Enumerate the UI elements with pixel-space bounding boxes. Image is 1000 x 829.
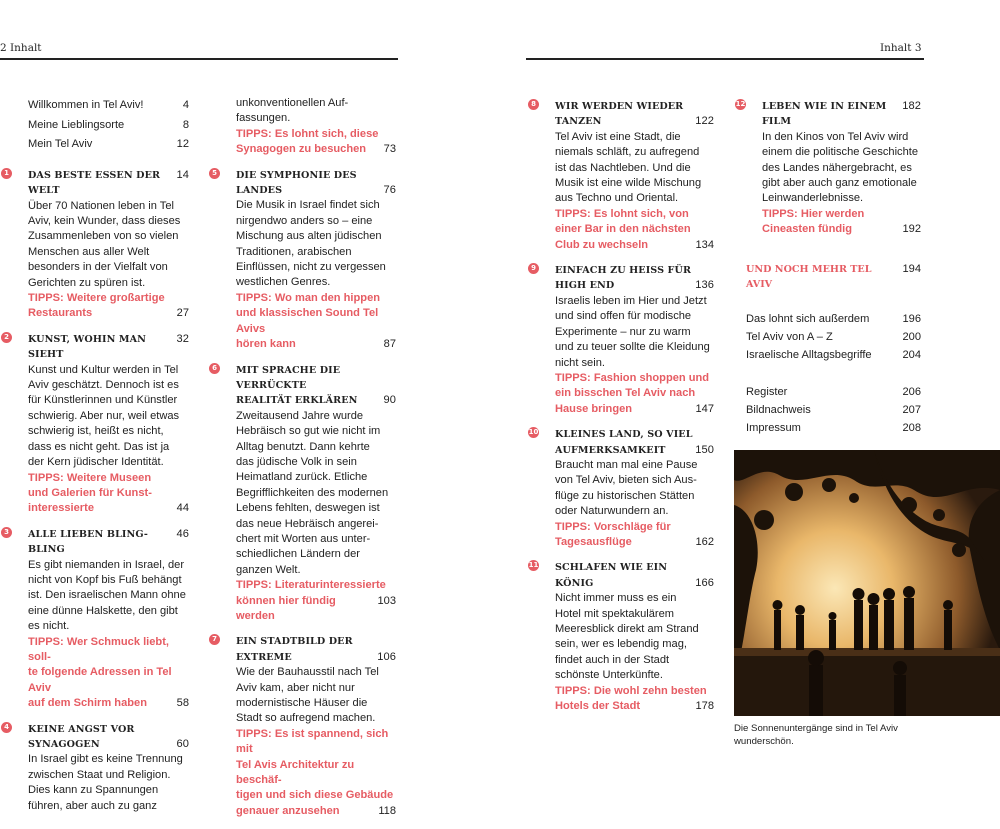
right-page-header: Inhalt 3 [880,42,922,54]
appendix-list [746,383,921,437]
chapter-page-number: 60 [176,738,189,750]
toc-row [28,501,189,516]
extra-item-label: Tel Aviv von A – Z [746,330,833,343]
chapter-description-line: Begrifflichkeiten des modernen [236,486,389,499]
chapter-title-line: DAS BESTE ESSEN DER WELT [28,169,161,197]
toc-column-3 [528,99,714,724]
tip-line: TIPPS: Es lohnt sich, von [555,207,689,220]
chapter-page-number: 182 [902,100,921,112]
left-header-rule [0,58,398,60]
chapter-description-line: Über 70 Nationen leben in Tel [28,199,174,212]
chapter-page-number: 32 [176,332,189,345]
chapter-title-line: MIT SPRACHE DIE VERRÜCKTE [236,364,341,391]
chapter-title-line: HIGH END [555,280,615,292]
chapter-title [28,332,189,363]
chapter-number-badge: 2 [1,332,12,343]
toc-row [762,99,921,130]
toc-chapter-entry [528,560,714,714]
chapter-description-line: Die Musik in Israel findet sich [236,199,380,212]
toc-chapter-entry [4,332,189,517]
toc-chapters-8-11 [528,99,714,714]
chapter-description-line: Aviv kam, aber nicht nur [236,681,355,694]
intro-item-page: 8 [182,118,189,131]
toc-row [555,402,714,417]
tip-line: ein bisschen Tel Aviv nach [555,387,696,400]
extra-item-page: 204 [902,348,921,361]
toc-row [236,393,396,408]
toc-row [746,328,921,346]
chapter-page-number: 166 [695,576,714,589]
toc-row [28,96,189,116]
intro-item-page: 4 [182,99,189,111]
tip-page-number: 134 [695,238,714,251]
tip-line: können hier fündig werden [236,594,336,622]
toc-chapters-5-7 [212,168,396,820]
chapter-page-number: 106 [377,650,396,663]
intro-item-page: 12 [176,138,189,151]
toc-row [746,401,921,419]
chapter-description-line: Aviv, kein Wunder, dass dieses [28,215,181,227]
tip-line: auf dem Schirm haben [28,697,147,710]
chapter-page-number: 122 [695,115,714,128]
tip-line: und Galerien für Kunst- [28,486,152,499]
chapter-number-badge: 7 [209,634,220,645]
chapter-number-badge: 11 [528,561,539,570]
tip-line: TIPPS: Hier werden [762,207,865,220]
chapter-description-line: besonders in der Vielfalt von [28,261,168,274]
chapter-title-line: SCHLAFEN WIE EIN [555,562,668,574]
toc-chapter-entry [4,527,189,712]
toc-chapter-entry [528,427,714,550]
toc-column-4 [735,99,921,248]
tip-line: einer Bar in den nächsten [555,223,691,236]
chapter-title-line: AUFMERKSAMKEIT [555,444,666,456]
chapter-description-line: dass es nicht geht. Das ist ja [28,440,170,453]
toc-row [236,594,396,625]
toc-row [28,527,189,558]
chapter-title-line: LEBEN WIE IN EINEM FILM [762,101,887,128]
chapter-description-line: chert mit Worten aus unter- [236,532,371,545]
toc-row [555,699,714,714]
toc-chapter-entry [4,168,189,322]
chapter-description-line: modernistische Häuser die [236,697,368,710]
chapter-description-line: sein, wer es lebendig mag, [555,638,687,651]
intro-item-label: Mein Tel Aviv [28,138,93,151]
chapter-title-line: ALLE LIEBEN BLING-BLING [28,528,148,556]
more-page: 194 [902,263,921,275]
photo-caption: Die Sonnenuntergänge sind in Tel Aviv wunderschön. [734,723,898,748]
chapter-description-line: Musik ist eine wilde Mischung [555,177,702,190]
chapter-description-line: Zweitausend Jahre wurde [236,409,364,422]
tip-line: Synagogen zu besuchen [236,143,367,156]
chapter-description-line: ist. Den israelischen Mann ohne [28,589,186,602]
tip-line: Hotels der Stadt [555,700,641,713]
tip-line: TIPPS: Wo man den hippen [236,291,381,304]
chapter-description-line: unkonventionellen Auf- [236,97,349,109]
tip-line: TIPPS: Literaturinteressierte [236,579,386,592]
toc-row [28,332,189,363]
tip-line: TIPPS: Es lohnt sich, diese [236,127,379,140]
toc-row [555,443,714,458]
tip-line: TIPPS: Vorschläge für [555,520,671,533]
chapter-description-line: Braucht man mal eine Pause [555,458,698,471]
toc-row [762,222,921,237]
extra-item-page: 196 [902,312,921,325]
tip-page-number: 103 [377,594,396,607]
chapter-description-line: ganzen Welt. [236,563,301,576]
appendix-item-page: 206 [902,385,921,398]
toc-row [28,696,189,711]
chapter-title [28,527,189,558]
chapter-description-line: für Künstlerinnen und Künstler [28,394,178,407]
chapter-description-line: des Landes nähergebracht, es [762,161,912,174]
tip-line: TIPPS: Die wohl zehn besten [555,684,707,697]
chapter-description-line: eine dünne Halskette, den gibt [28,604,178,617]
toc-row [236,142,396,157]
toc-chapter-entry [735,99,921,238]
toc-chapter-entry [4,722,189,814]
chapter-title [555,263,714,294]
chapter-description-line: ist das Nachtleben. Und die [555,161,691,174]
tip-page-number: 27 [176,307,189,320]
chapter-title [236,634,396,665]
chapter-description-line: oder Naturwundern an. [555,505,669,518]
extras-list [746,310,921,364]
chapter-description-line: Zusammenleben von so vielen [28,230,179,243]
chapter-page-number: 76 [383,184,396,197]
tip-line: TIPPS: Weitere Museen [28,471,152,484]
chapter-title-line: KEINE ANGST VOR [28,723,135,735]
chapter-description-line: Tel Aviv ist eine Stadt, die [555,130,681,143]
tip-page-number: 44 [176,502,189,515]
chapter-description-line: Menschen aus aller Welt [28,245,150,258]
chapter-description-line: schiedlichen Ländern der [236,548,360,561]
chapter-page-number: 46 [176,527,189,540]
chapter-description-line: In den Kinos von Tel Aviv wird [762,130,909,143]
chapter-description-line: nicht von Kopf bis Fuß behängt [28,573,182,586]
chapter-number-badge: 10 [528,428,539,437]
chapter-description-line: der Kern jüdischer Identität. [28,456,164,469]
chapter-description-line: Meeresblick direkt am Strand [555,623,699,635]
chapter-description-line: Wie der Bauhausstil nach Tel [236,666,379,679]
sunset-photo [734,450,1000,716]
chapter-title-line: EIN STADTBILD DER [236,636,353,648]
toc-chapter-entry [531,99,714,253]
tip-line: TIPPS: Weitere großartige [28,292,165,305]
toc-row [28,168,189,199]
chapter-page-number: 136 [695,279,714,292]
chapter-description-line: Kunst und Kultur werden in Tel [28,363,179,376]
intro-item-label: Meine Lieblingsorte [28,118,125,131]
toc-chapter-4-continued [236,96,396,158]
chapter-description-line: Einflüssen, nicht zu vergessen [236,261,386,274]
toc-chapter-entry [212,363,396,625]
chapter-description-line: Hebräisch so gut wie nicht im [236,425,381,438]
chapter-title-line: REALITÄT ERKLÄREN [236,395,358,407]
tip-line: TIPPS: Es ist spannend, sich mit [236,727,389,756]
more-heading [746,262,921,293]
toc-row [746,310,921,328]
extra-item-label: Israelische Alltagsbegriffe [746,348,872,361]
chapter-description-line: es nicht. [28,620,70,633]
chapter-description-line: zwischen Staat und Religion. [28,768,171,781]
extra-item-label: Das lohnt sich außerdem [746,312,870,325]
chapter-number-badge: 5 [209,168,220,179]
toc-row [555,535,714,550]
chapter-description-line: das neue Hebräisch angerei- [236,517,379,530]
chapter-description-line: Mischung aus alten jüdischen [236,230,382,243]
chapter-description-line: Hotel mit spektakulärem [555,607,674,620]
tip-line: und klassischen Sound Tel Avivs [236,307,379,335]
chapter-number-badge: 8 [528,99,539,110]
chapter-page-number: 90 [383,394,396,407]
toc-chapters-1-4 [4,168,189,814]
appendix-item-label: Register [746,385,788,398]
tip-line: Cineasten fündig [762,223,852,236]
chapter-description-line: Nicht immer muss es ein [555,592,677,605]
tip-line: Tel Avis Architektur zu beschäf- [236,758,355,787]
chapter-description-line: von Tel Aviv, bieten sich Aus- [555,474,697,487]
chapter-description-line: Heimatland zurück. Etliche [236,471,368,484]
toc-row [28,135,189,155]
toc-column-1 [4,96,189,814]
chapter-description-line: Israelis leben im Hier und Jetzt [555,294,707,307]
chapter-description-line: Lebens fehlten, deswegen ist [236,502,380,515]
chapter-title-line: DIE SYMPHONIE DES [236,169,357,181]
tip-page-number: 178 [695,700,714,713]
tip-page-number: 147 [695,402,714,415]
chapter-title-line: LANDES [236,185,283,197]
appendix-item-label: Bildnachweis [746,403,811,416]
appendix-item-page: 207 [902,403,921,416]
chapter-description-line: führen, aber auch zu ganz [28,799,157,812]
chapter-description-line: flüge zu historischen Stätten [555,489,695,502]
chapter-number-badge: 4 [1,722,12,733]
right-header-rule [526,58,924,60]
chapter-title-line: KUNST, WOHIN MAN SIEHT [28,333,147,361]
toc-row [28,116,189,136]
chapter-title-line: WIR WERDEN WIEDER [555,101,684,112]
toc-row [555,576,714,591]
tip-line: genauer anzusehen [236,804,340,817]
chapter-title [555,427,714,458]
toc-chapter-entry [212,634,396,819]
appendix-item-page: 208 [902,421,921,434]
extra-item-page: 200 [902,330,921,343]
chapter-title [555,560,714,591]
toc-row [746,419,921,437]
tip-line: interessierte [28,502,94,515]
chapter-title [762,99,921,130]
chapter-title [555,99,714,130]
chapter-description-line: Es gibt niemanden in Israel, der [28,558,185,571]
toc-chapter-entry [531,263,714,417]
tip-line: TIPPS: Fashion shoppen und [555,371,710,384]
chapter-title [236,363,396,409]
toc-row [555,114,714,129]
chapter-description-line: gibt aber auch ganz emotionale [762,177,917,190]
chapter-title [236,168,396,199]
tip-line: TIPPS: Wer Schmuck liebt, soll- [28,635,169,663]
chapter-description-line: Gerichten zu spüren ist. [28,276,146,289]
chapter-description-line: Traditionen, arabischen [236,245,352,258]
chapter-description-line: schönste Unterkünfte. [555,669,663,682]
left-page-header: 2 Inhalt [0,42,42,54]
toc-column-2 [212,96,396,829]
toc-more-section [746,262,921,437]
chapter-description-line: niemals schläft, zu aufregend [555,146,700,159]
chapter-title [28,722,189,753]
chapter-description-line: Alltag benutzt. Dann kehrte [236,440,370,453]
chapter-description-line: und zu teuer sollte die Kleidung [555,341,710,354]
chapter-page-number: 14 [176,168,189,181]
toc-row [28,737,189,752]
chapter-description-line: nicht sein. [555,356,605,369]
chapter-title-line: TANZEN [555,116,602,128]
toc-row [236,183,396,198]
tip-page-number: 73 [383,143,396,156]
toc-row [555,238,714,253]
chapter-page-number: 150 [695,443,714,456]
tip-line: Hause bringen [555,402,633,415]
toc-chapter-12 [735,99,921,238]
chapter-title-line: EXTREME [236,651,292,663]
tip-line: te folgende Adressen in Tel Aviv [28,666,172,694]
tip-line: Club zu wechseln [555,238,649,251]
tip-line: hören kann [236,338,296,351]
chapter-description-line: findet auch in der Stadt [555,653,670,666]
intro-item-label: Willkommen in Tel Aviv! [28,99,144,111]
more-label: UND NOCH MEHR TEL AVIV [746,264,872,291]
toc-row [236,650,396,665]
chapter-number-badge: 1 [1,168,12,179]
tip-line: tigen und sich diese Gebäude [236,789,394,802]
chapter-title-line: EINFACH ZU HEISS FÜR [555,265,692,277]
chapter-description-line: und sind offen für modische [555,310,692,323]
sunset-silhouette-image [734,450,1000,716]
chapter-number-badge: 3 [1,527,12,538]
tip-page-number: 192 [902,223,921,236]
tip-page-number: 118 [378,804,396,817]
toc-row [746,346,921,364]
chapter-description-line: einem die politische Geschichte [762,146,919,159]
toc-intro-list [28,96,189,155]
tip-page-number: 87 [383,338,396,351]
toc-row [236,337,396,352]
chapter-description-line: fassungen. [236,112,291,125]
toc-row [746,383,921,401]
chapter-description-line: In Israel gibt es keine Trennung [28,753,183,766]
toc-row [28,306,189,321]
toc-chapter-entry [212,168,396,353]
tip-page-number: 58 [176,697,189,710]
appendix-item-label: Impressum [746,421,801,434]
chapter-title-line: KLEINES LAND, SO VIEL [555,429,693,441]
chapter-description-line: Stadt so aufregend machen. [236,712,376,725]
chapter-number-badge: 12 [735,100,746,108]
tip-line: Tagesausflüge [555,535,632,548]
toc-row [236,804,396,819]
chapter-number-badge: 9 [528,263,539,274]
chapter-description-line: schwierig. Aber nur, weil etwas [28,409,180,422]
chapter-description-line: Dies kann zu Spannungen [28,784,159,797]
chapter-title [28,168,189,199]
chapter-title-line: SYNAGOGEN [28,739,100,750]
chapter-number-badge: 6 [209,363,220,374]
chapter-description-line: aus Techno und Oriental. [555,192,679,205]
chapter-description-line: Leinwanderlebnisse. [762,192,864,205]
tip-page-number: 162 [695,535,714,548]
chapter-description-line: nirgendwo anders so – eine [236,214,373,227]
chapter-description-line: westlichen Genres. [236,276,331,289]
chapter-title-line: KÖNIG [555,577,594,589]
chapter-description-line: schwierig ist, heißt es nicht, [28,425,164,438]
chapter-description-line: das jüdische Volk in sein [236,455,357,468]
chapter-description-line: Aviv geschätzt. Dennoch ist es [28,379,179,392]
chapter-description-line: Experimente – nur zu warm [555,325,691,338]
toc-row [555,278,714,293]
tip-line: Restaurants [28,307,93,320]
